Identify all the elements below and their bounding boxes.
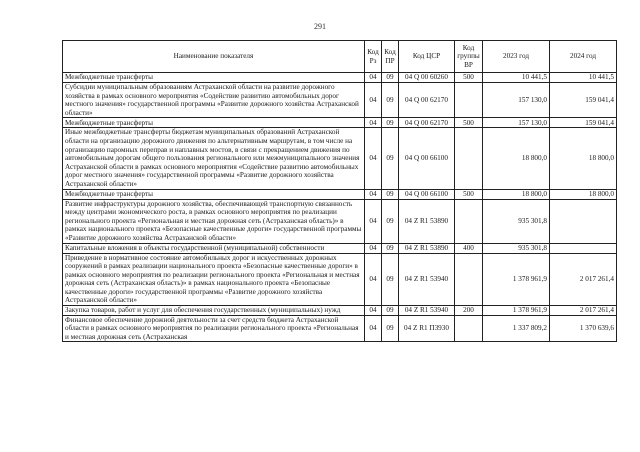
row-2024	[550, 199, 617, 243]
row-2024: 159 041,4	[550, 118, 617, 128]
row-csr: 04 Q 00 60260	[399, 73, 455, 83]
row-pr: 09	[382, 199, 399, 243]
row-vr	[455, 83, 483, 118]
row-name: Иные межбюджетные трансферты бюджетам муниципальных образований Астраханской области на организацию дорожного движения по альтернативным маршрутам, в том числе на организацию паромных переправ и наплавных мостов, в связи с прекращением движения по автомобильным дорогам общего пользования регионального или межмуниципального значения Астраханской области в рамках основного мероприятия «Содействие развитию автомобильных дорог местного значения» государственной программы «Развитие дорожного хозяйства Астраханской области»	[63, 128, 365, 189]
table-row	[63, 253, 617, 306]
row-2023: 157 130,0	[483, 118, 550, 128]
row-2023: 18 800,0	[483, 189, 550, 199]
table-row	[63, 306, 617, 316]
row-vr	[455, 128, 483, 189]
row-name: Развитие инфраструктуры дорожного хозяйства, обеспечивающей транспортную связанность между центрами экономического роста, в рамках основного мероприятия по реализации регионального проекта «Региональная и местная дорожная сеть (Астраханская область)» в рамках национального проекта «Безопасные качественные дороги» государственной программы «Развитие дорожного хозяйства Астраханской области»	[63, 199, 365, 243]
header-rz: Код Рз	[365, 41, 382, 73]
table-row	[63, 189, 617, 199]
row-pr: 09	[382, 315, 399, 342]
table-row	[63, 243, 617, 253]
row-rz: 04	[365, 128, 382, 189]
table-row	[63, 128, 617, 189]
row-csr: 04 Z R1 53890	[399, 243, 455, 253]
row-2023: 18 800,0	[483, 128, 550, 189]
row-csr: 04 Z R1 53940	[399, 253, 455, 306]
row-name: Межбюджетные трансферты	[63, 189, 365, 199]
row-2023: 1 378 961,9	[483, 306, 550, 316]
row-vr	[455, 315, 483, 342]
row-name: Субсидии муниципальным образованиям Астраханской области на развитие дорожного хозяйства в рамках основного мероприятия «Содействие развитию автомобильных дорог местного значения» государственной программы «Развитие дорожного хозяйства Астраханской области»	[63, 83, 365, 118]
row-vr: 500	[455, 118, 483, 128]
row-2023: 1 337 809,2	[483, 315, 550, 342]
row-name: Финансовое обеспечение дорожной деятельности за счет средств бюджета Астраханской области в рамках основного мероприятия по реализации регионального проекта «Региональная и местная дорожная сеть (Астраханская	[63, 315, 365, 342]
row-pr: 09	[382, 189, 399, 199]
row-2023: 935 301,8	[483, 199, 550, 243]
row-2024: 2 017 261,4	[550, 306, 617, 316]
row-pr: 09	[382, 306, 399, 316]
row-vr: 200	[455, 306, 483, 316]
row-2024: 1 370 639,6	[550, 315, 617, 342]
row-2024: 18 800,0	[550, 128, 617, 189]
row-vr: 500	[455, 189, 483, 199]
row-name: Межбюджетные трансферты	[63, 73, 365, 83]
row-rz: 04	[365, 73, 382, 83]
table-row	[63, 83, 617, 118]
row-csr: 04 Q 00 62170	[399, 83, 455, 118]
row-2024: 2 017 261,4	[550, 253, 617, 306]
row-name: Приведение в нормативное состояние автомобильных дорог и искусственных дорожных сооружений в рамках реализации национального проекта «Безопасные качественные дороги» в рамках основного мероприятия по реализации регионального проекта «Региональная и местная дорожная сеть (Астраханская область)» в рамках национального проекта «Безопасные качественные дороги» государственной программы «Развитие дорожного хозяйства Астраханской области»	[63, 253, 365, 306]
header-vr: Код группы ВР	[455, 41, 483, 73]
row-pr: 09	[382, 243, 399, 253]
header-csr: Код ЦСР	[399, 41, 455, 73]
table-row	[63, 199, 617, 243]
row-name: Капитальные вложения в объекты государственной (муниципальной) собственности	[63, 243, 365, 253]
row-vr	[455, 199, 483, 243]
table-row	[63, 315, 617, 342]
row-csr: 04 Q 00 66100	[399, 189, 455, 199]
row-rz: 04	[365, 189, 382, 199]
row-vr	[455, 253, 483, 306]
header-pr: Код ПР	[382, 41, 399, 73]
row-rz: 04	[365, 315, 382, 342]
row-rz: 04	[365, 253, 382, 306]
table-row	[63, 73, 617, 83]
row-name: Межбюджетные трансферты	[63, 118, 365, 128]
row-pr: 09	[382, 83, 399, 118]
row-pr: 09	[382, 128, 399, 189]
row-pr: 09	[382, 73, 399, 83]
row-csr: 04 Z R1 53890	[399, 199, 455, 243]
row-vr: 500	[455, 73, 483, 83]
row-2023: 935 301,8	[483, 243, 550, 253]
header-row	[63, 41, 617, 73]
row-2024: 18 800,0	[550, 189, 617, 199]
header-name: Наименование показателя	[63, 41, 365, 73]
budget-table	[62, 40, 617, 342]
page-number: 291	[314, 22, 326, 31]
row-rz: 04	[365, 83, 382, 118]
row-csr: 04 Z R1 53940	[399, 306, 455, 316]
header-2024: 2024 год	[550, 41, 617, 73]
header-2023: 2023 год	[483, 41, 550, 73]
row-vr: 400	[455, 243, 483, 253]
row-csr: 04 Q 00 66100	[399, 128, 455, 189]
row-csr: 04 Z R1 П3930	[399, 315, 455, 342]
row-2024: 10 441,5	[550, 73, 617, 83]
table-row	[63, 118, 617, 128]
row-2023: 157 130,0	[483, 83, 550, 118]
row-pr: 09	[382, 118, 399, 128]
row-pr: 09	[382, 253, 399, 306]
row-2023: 10 441,5	[483, 73, 550, 83]
row-rz: 04	[365, 306, 382, 316]
row-2023: 1 378 961,9	[483, 253, 550, 306]
row-csr: 04 Q 00 62170	[399, 118, 455, 128]
row-rz: 04	[365, 199, 382, 243]
row-2024	[550, 243, 617, 253]
row-rz: 04	[365, 118, 382, 128]
row-2024: 159 041,4	[550, 83, 617, 118]
row-name: Закупка товаров, работ и услуг для обеспечения государственных (муниципальных) нужд	[63, 306, 365, 316]
row-rz: 04	[365, 243, 382, 253]
